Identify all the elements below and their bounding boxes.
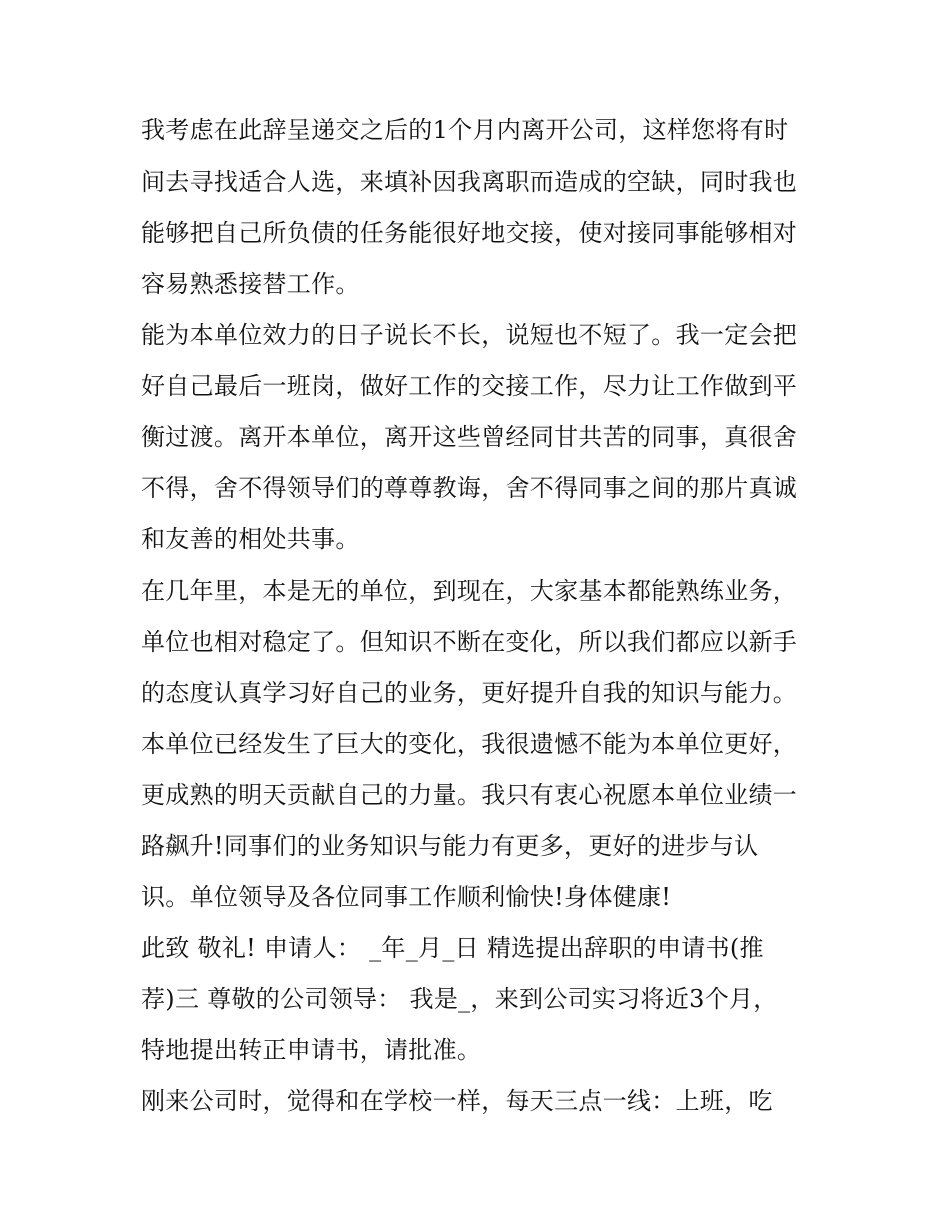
- text-line: 间去寻找适合人选，来填补因我离职而造成的空缺，同时我也: [141, 168, 798, 196]
- text-line: 好自己最后一班岗，做好工作的交接工作，尽力让工作做到平: [141, 372, 798, 400]
- text-line: 更成熟的明天贡献自己的力量。我只有衷心祝愿本单位业绩一: [141, 781, 798, 809]
- text-line: 特地提出转正申请书，请批准。: [141, 1036, 482, 1064]
- text-line: 容易熟悉接替工作。: [141, 270, 360, 298]
- text-line: 路飙升!同事们的业务知识与能力有更多，更好的进步与认: [141, 832, 759, 860]
- text-line: 能为本单位效力的日子说长不长，说短也不短了。我一定会把: [141, 321, 798, 349]
- text-line: 的态度认真学习好自己的业务，更好提升自我的知识与能力。: [141, 679, 798, 707]
- text-line: 我考虑在此辞呈递交之后的1个月内离开公司，这样您将有时: [141, 116, 789, 144]
- text-line: 在几年里，本是无的单位，到现在，大家基本都能熟练业务，: [141, 577, 798, 605]
- text-line: 不得，舍不得领导们的尊尊教诲，舍不得同事之间的那片真诚: [141, 474, 798, 502]
- text-line: 和友善的相处共事。: [141, 525, 360, 553]
- text-line: 衡过渡。离开本单位，离开这些曾经同甘共苦的同事，真很舍: [141, 423, 798, 451]
- text-line: 本单位已经发生了巨大的变化，我很遗憾不能为本单位更好，: [141, 730, 798, 758]
- text-line: 能够把自己所负债的任务能很好地交接，使对接同事能够相对: [141, 219, 798, 247]
- text-line: 刚来公司时，觉得和在学校一样，每天三点一线：上班，吃: [141, 1087, 773, 1115]
- text-line: 荐)三 尊敬的公司领导： 我是_，来到公司实习将近3个月，: [141, 985, 778, 1013]
- text-line: 单位也相对稳定了。但知识不断在变化，所以我们都应以新手: [141, 628, 798, 656]
- text-line: 识。单位领导及各位同事工作顺利愉快!身体健康!: [141, 883, 672, 911]
- text-line: 此致 敬礼! 申请人： _年_月_日 精选提出辞职的申请书(推: [141, 934, 764, 962]
